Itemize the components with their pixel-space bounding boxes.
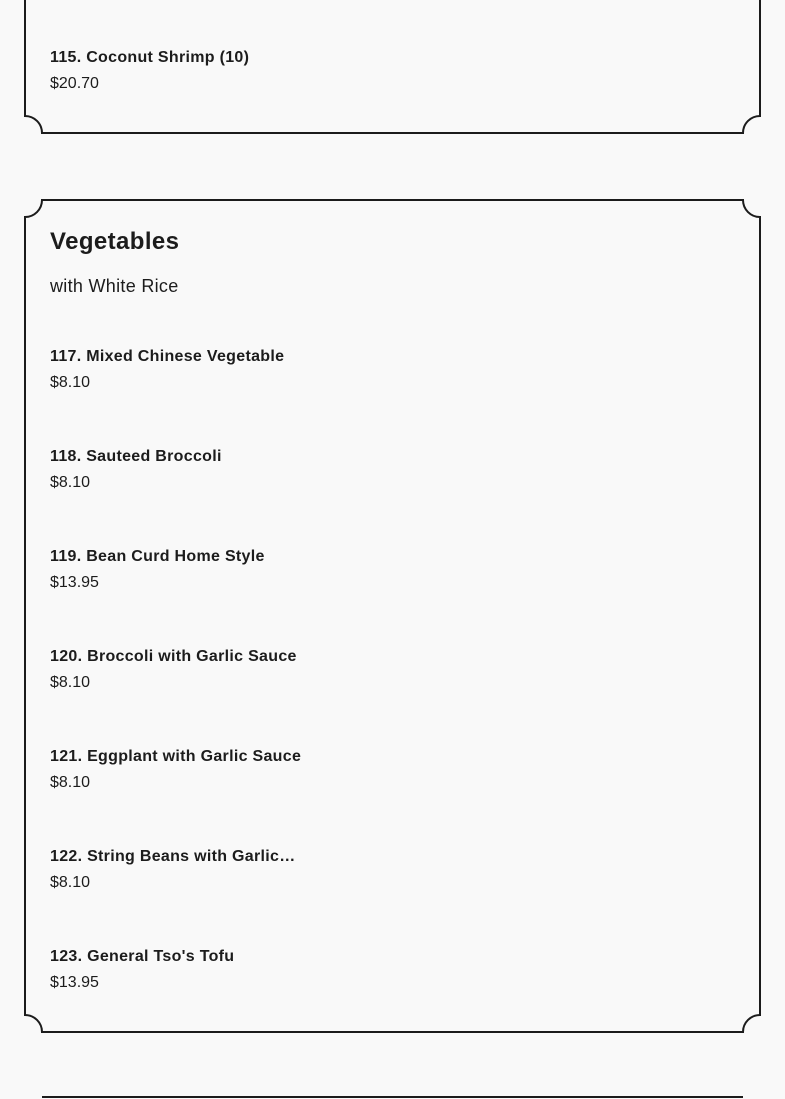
- menu-item-name: 119. Bean Curd Home Style: [50, 548, 265, 565]
- menu-item-name: 115. Coconut Shrimp (10): [50, 49, 250, 66]
- menu-item[interactable]: [50, 647, 297, 693]
- menu-item-price: $8.10: [50, 474, 91, 491]
- menu-item-name: 120. Broccoli with Garlic Sauce: [50, 648, 297, 665]
- menu-item[interactable]: [50, 847, 296, 893]
- menu-item[interactable]: [50, 947, 234, 993]
- section-title: Vegetables: [50, 228, 180, 255]
- menu-item-name: 123. General Tso's Tofu: [50, 948, 235, 965]
- menu-item-price: $13.95: [50, 574, 99, 591]
- menu-item-name: 122. String Beans with Garlic…: [50, 848, 296, 865]
- menu-item-price: $8.10: [50, 874, 91, 891]
- menu-item[interactable]: [50, 48, 249, 94]
- menu-item-name: 118. Sauteed Broccoli: [50, 448, 222, 465]
- menu-item[interactable]: [50, 747, 301, 793]
- menu-item-name: 117. Mixed Chinese Vegetable: [50, 348, 285, 365]
- card-frame: [0, 199, 785, 1035]
- menu-section-card-previous: [0, 0, 785, 136]
- next-section-card-top-edge: [42, 1096, 743, 1098]
- menu-section-card-vegetables: [0, 199, 785, 1035]
- menu-item-price: $8.10: [50, 774, 91, 791]
- menu-item-price: $20.70: [50, 75, 99, 92]
- menu-item-price: $8.10: [50, 674, 91, 691]
- menu-item-name: 121. Eggplant with Garlic Sauce: [50, 748, 302, 765]
- menu-item[interactable]: [50, 547, 265, 593]
- menu-item-price: $13.95: [50, 974, 99, 991]
- menu-item[interactable]: [50, 447, 222, 493]
- menu-item-price: $8.10: [50, 374, 91, 391]
- menu-item[interactable]: [50, 347, 284, 393]
- section-subtitle: with White Rice: [50, 276, 179, 296]
